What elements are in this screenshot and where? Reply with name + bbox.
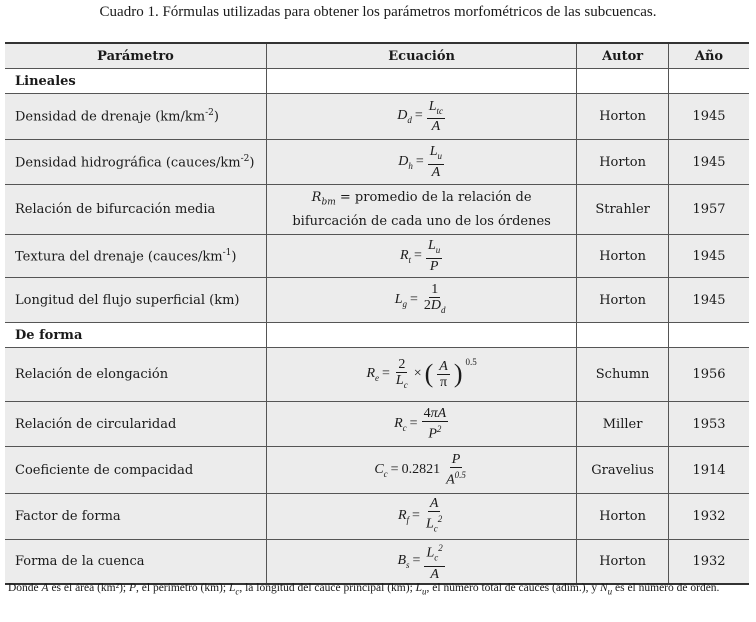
equation-cell: $C_c$ = 0.2821 $\frac{P}{A^{0.5}}$ — [267, 447, 577, 494]
table-row — [5, 185, 749, 235]
year-cell: 1932 — [669, 494, 750, 540]
equation-cell: $B_s$ = $\frac{L_c^2}{A}$ — [267, 540, 577, 585]
year-cell: 1945 — [669, 94, 750, 140]
table-row — [5, 494, 749, 540]
param-cell: Densidad hidrográfica $(cauces/km^{-2})$ — [5, 140, 267, 185]
table-caption: Cuadro 1. Fórmulas utilizadas para obtener los parámetros morfométricos de las subcuencas. — [99, 4, 657, 20]
year-cell: 1953 — [669, 402, 750, 447]
param-cell: Relación de circularidad — [5, 402, 267, 447]
year-cell: 1932 — [669, 540, 750, 585]
section-label-lineales: Lineales — [5, 69, 267, 94]
section-row-forma — [5, 323, 749, 348]
year-cell: 1956 — [669, 348, 750, 402]
table-row — [5, 540, 749, 585]
param-cell: Textura del drenaje $(cauces/km^{-1})$ — [5, 235, 267, 278]
equation-cell: $L_g$ = $\frac{1}{2D_d}$ — [267, 278, 577, 323]
author-cell: Miller — [577, 402, 669, 447]
param-cell: Factor de forma — [5, 494, 267, 540]
table-row — [5, 94, 749, 140]
header-year: Año — [669, 43, 750, 69]
author-cell: Horton — [577, 94, 669, 140]
table-row — [5, 140, 749, 185]
equation-cell: $R_e$ = $\frac{2}{L_c}$ × ( $\frac{A}{\pi}$ ) $^{0.5}$ — [267, 348, 577, 402]
table-row — [5, 402, 749, 447]
table-row — [5, 348, 749, 402]
author-cell: Horton — [577, 235, 669, 278]
author-cell: Horton — [577, 278, 669, 323]
table-row — [5, 235, 749, 278]
morphometric-table — [5, 42, 749, 585]
equation-cell: $D_h$ = $\frac{L_u}{A}$ — [267, 140, 577, 185]
equation-cell: $R_{bm}$ = promedio de la relación de bifurcación de cada uno de los órdenes — [267, 185, 577, 235]
author-cell: Horton — [577, 494, 669, 540]
header-param: Parámetro — [5, 43, 267, 69]
equation-cell: $D_d$ = $\frac{L_{tc}}{A}$ — [267, 94, 577, 140]
equation-text: = promedio de la relación de bifurcación de cada uno de los órdenes — [292, 189, 551, 230]
table-row — [5, 278, 749, 323]
header-equation: Ecuación — [267, 43, 577, 69]
year-cell: 1945 — [669, 235, 750, 278]
year-cell: 1914 — [669, 447, 750, 494]
param-cell: Relación de elongación — [5, 348, 267, 402]
author-cell: Gravelius — [577, 447, 669, 494]
equation-constant: 0.2821 — [401, 462, 441, 477]
section-row-lineales — [5, 69, 749, 94]
header-author: Autor — [577, 43, 669, 69]
author-cell: Horton — [577, 540, 669, 585]
param-cell: Coeficiente de compacidad — [5, 447, 267, 494]
year-cell: 1945 — [669, 278, 750, 323]
table-row — [5, 447, 749, 494]
section-label-forma: De forma — [5, 323, 267, 348]
equation-cell: $R_t$ = $\frac{L_u}{P}$ — [267, 235, 577, 278]
param-cell: Forma de la cuenca — [5, 540, 267, 585]
equation-cell: $R_c$ = $\frac{4\pi A}{P^2}$ — [267, 402, 577, 447]
author-cell: Strahler — [577, 185, 669, 235]
author-cell: Schumn — [577, 348, 669, 402]
year-cell: 1945 — [669, 140, 750, 185]
equation-cell: $R_f$ = $\frac{A}{L_c^2}$ — [267, 494, 577, 540]
param-cell: Densidad de drenaje $(km/km^{-2})$ — [5, 94, 267, 140]
header-row — [5, 43, 749, 69]
author-cell: Horton — [577, 140, 669, 185]
param-cell: Longitud del flujo superficial (km) — [5, 278, 267, 323]
table-footnote: Donde A es el área (km²); P, el perímetro (km); $L_c$, la longitud del cauce principal (km); $L_u$, el número total de cauces (adim.), y $N_u$ es el número de orden. — [8, 582, 720, 597]
param-cell: Relación de bifurcación media — [5, 185, 267, 235]
year-cell: 1957 — [669, 185, 750, 235]
